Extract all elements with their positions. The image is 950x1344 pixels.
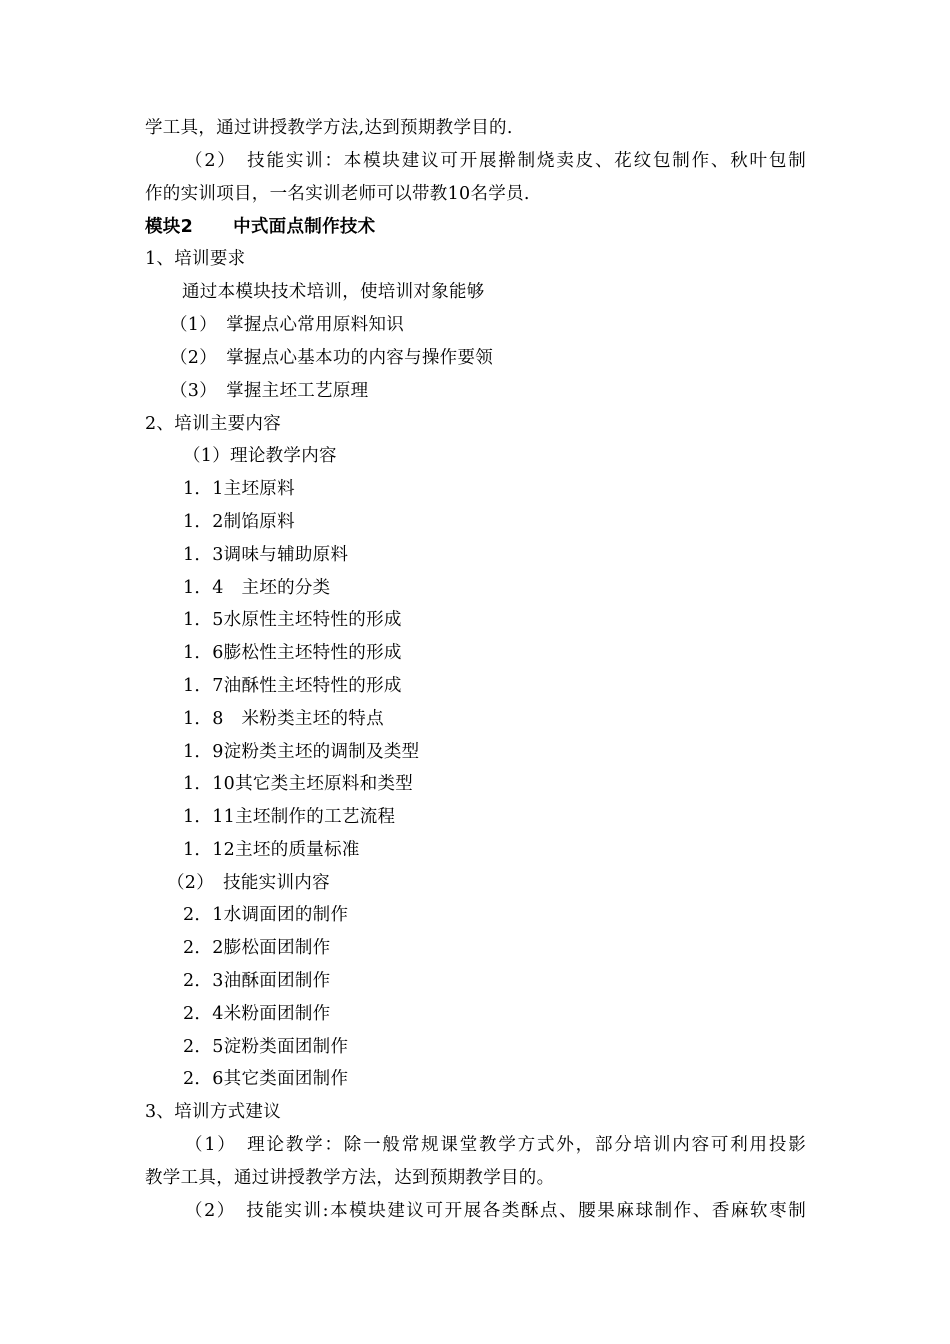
methods-heading: 3、培训方式建议 <box>145 1102 282 1122</box>
requirement-item: （1） 掌握点心常用原料知识 <box>170 315 405 335</box>
theory-item: 1．2制馅原料 <box>183 512 295 532</box>
skill-item: 2．3油酥面团制作 <box>183 971 331 991</box>
theory-item: 1．8 米粉类主坯的特点 <box>183 709 384 729</box>
methods-theory-line-2: 教学工具，通过讲授教学方法，达到预期教学目的。 <box>145 1168 555 1188</box>
theory-item: 1．1主坯原料 <box>183 479 295 499</box>
theory-item: 1．11主坯制作的工艺流程 <box>183 807 396 827</box>
theory-content-heading: （1）理论教学内容 <box>183 446 337 466</box>
requirements-intro: 通过本模块技术培训，使培训对象能够 <box>182 282 485 302</box>
skill-item: 2．2膨松面团制作 <box>183 938 331 958</box>
methods-skill-line-1: （2） 技能实训:本模块建议可开展各类酥点、腰果麻球制作、香麻软枣制 <box>185 1201 806 1221</box>
skill-item: 2．1水调面团的制作 <box>183 905 349 925</box>
module-heading <box>145 215 375 239</box>
prev-skill-line-2: 作的实训项目，一名实训老师可以带教10名学员. <box>145 184 530 204</box>
theory-item: 1．9淀粉类主坯的调制及类型 <box>183 742 420 762</box>
skill-item: 2．6其它类面团制作 <box>183 1069 349 1089</box>
skill-item: 2．4米粉面团制作 <box>183 1004 331 1024</box>
module-label: 模块2 <box>145 217 194 237</box>
theory-item: 1．10其它类主坯原料和类型 <box>183 774 414 794</box>
content-heading: 2、培训主要内容 <box>145 414 282 434</box>
methods-theory-line-1: （1） 理论教学：除一般常规课堂教学方式外，部分培训内容可利用投影 <box>185 1135 806 1155</box>
theory-item: 1．3调味与辅助原料 <box>183 545 349 565</box>
theory-item: 1．4 主坯的分类 <box>183 578 331 598</box>
skill-item: 2．5淀粉类面团制作 <box>183 1037 349 1057</box>
requirement-item: （3） 掌握主坯工艺原理 <box>170 381 369 401</box>
theory-item: 1．7油酥性主坯特性的形成 <box>183 676 402 696</box>
theory-item: 1．5水原性主坯特性的形成 <box>183 610 402 630</box>
requirement-item: （2） 掌握点心基本功的内容与操作要领 <box>170 348 494 368</box>
theory-item: 1．12主坯的质量标准 <box>183 840 360 860</box>
skill-content-heading: （2） 技能实训内容 <box>167 873 330 893</box>
theory-item: 1．6膨松性主坯特性的形成 <box>183 643 402 663</box>
requirements-heading: 1、培训要求 <box>145 249 246 269</box>
prev-theory-line: 学工具，通过讲授教学方法,达到预期教学目的. <box>145 118 513 138</box>
prev-skill-line-1: （2） 技能实训：本模块建议可开展擀制烧卖皮、花纹包制作、秋叶包制 <box>185 151 806 171</box>
module-title: 中式面点制作技术 <box>233 217 376 237</box>
